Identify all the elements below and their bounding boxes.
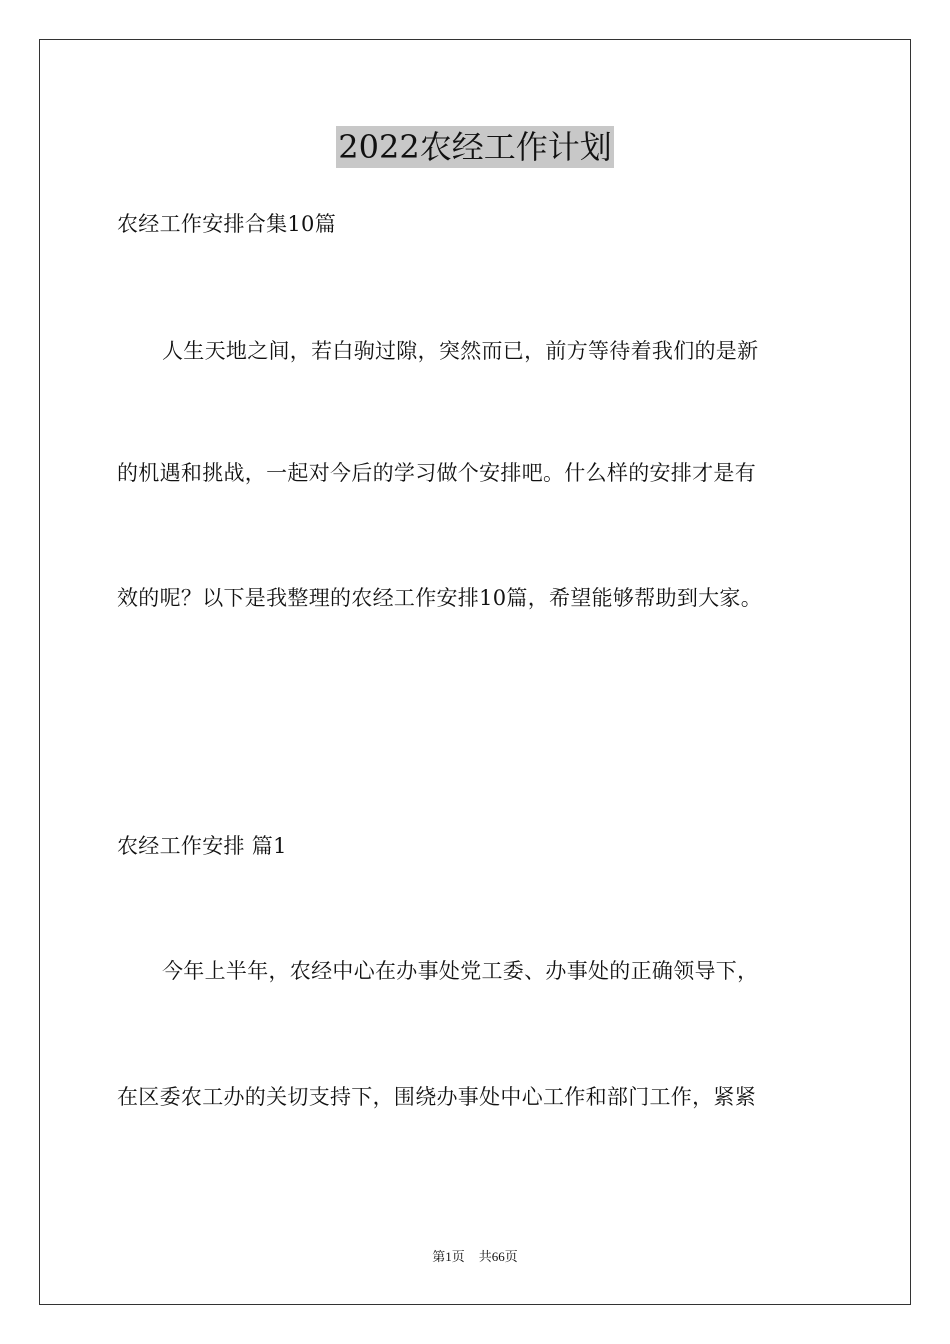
section-heading: 农经工作安排 篇1 [117, 834, 287, 858]
document-title-text: 2022农经工作计划 [338, 128, 612, 166]
section-line-1: 今年上半年，农经中心在办事处党工委、办事处的正确领导下， [162, 959, 759, 983]
document-subtitle: 农经工作安排合集10篇 [117, 212, 337, 236]
intro-line-3: 效的呢？以下是我整理的农经工作安排10篇，希望能够帮助到大家。 [117, 586, 763, 610]
intro-line-1: 人生天地之间，若白驹过隙，突然而已，前方等待着我们的是新 [162, 339, 759, 363]
intro-line-2: 的机遇和挑战，一起对今后的学习做个安排吧。什么样的安排才是有 [117, 461, 756, 485]
section-line-2: 在区委农工办的关切支持下，围绕办事处中心工作和部门工作，紧紧 [117, 1085, 756, 1109]
page-number: 第1页 [432, 1249, 465, 1264]
page-footer [0, 1248, 950, 1266]
page-total: 共66页 [478, 1249, 518, 1264]
document-title [0, 124, 950, 170]
